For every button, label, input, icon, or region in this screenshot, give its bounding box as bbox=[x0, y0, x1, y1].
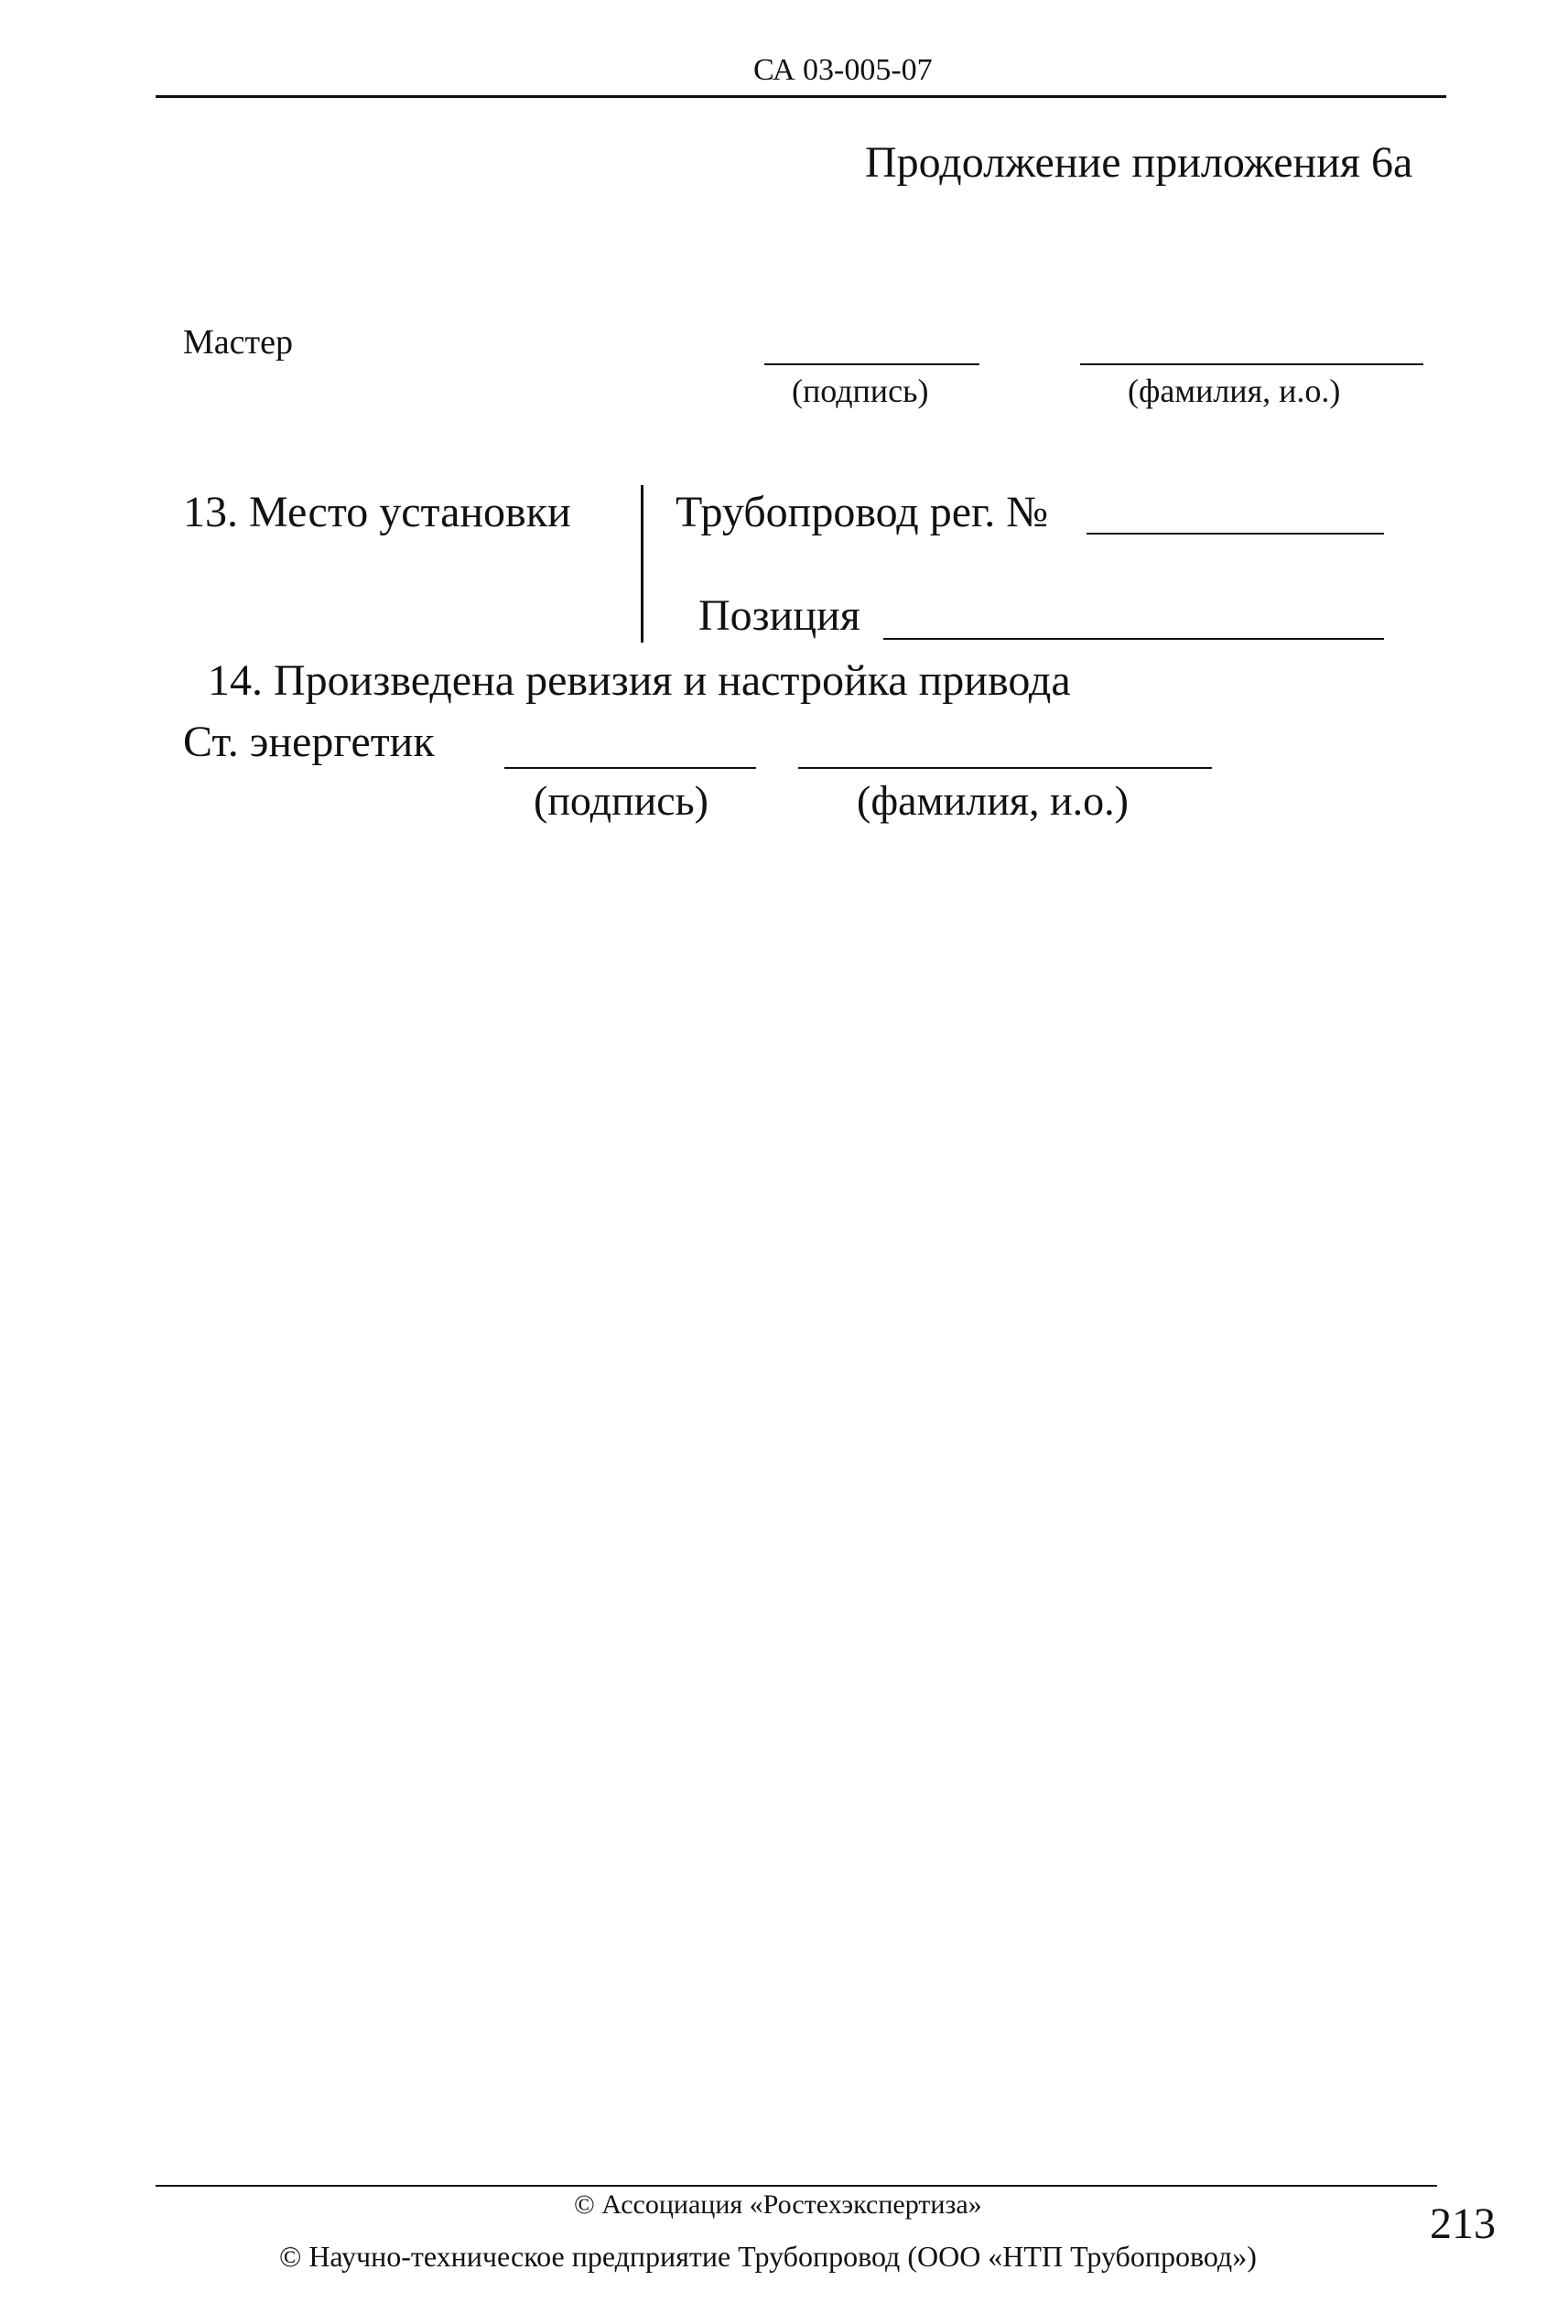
energetic-signature-caption: (подпись) bbox=[534, 777, 708, 824]
master-name-caption: (фамилия, и.о.) bbox=[1128, 373, 1341, 409]
energetic-signature-line bbox=[504, 767, 756, 769]
master-signature-caption: (подпись) bbox=[792, 373, 929, 409]
footer-rule bbox=[156, 2185, 1437, 2187]
page-number: 213 bbox=[1430, 2200, 1496, 2248]
document-code: СА 03-005-07 bbox=[753, 53, 933, 87]
header-rule bbox=[156, 95, 1446, 98]
continuation-title: Продолжение приложения 6а bbox=[865, 138, 1413, 187]
footer-copyright-association: © Ассоциация «Ростехэкспертиза» bbox=[574, 2189, 982, 2220]
master-name-line bbox=[1080, 363, 1423, 365]
footer-copyright-enterprise: © Научно-техническое предприятие Трубопровод (ООО «НТП Трубопровод») bbox=[279, 2240, 1257, 2273]
item13-label: 13. Место установки bbox=[183, 488, 571, 536]
item13-divider bbox=[641, 485, 643, 643]
master-signature-line bbox=[764, 363, 979, 365]
position-label: Позиция bbox=[698, 591, 860, 640]
pipeline-reg-label: Трубопровод рег. № bbox=[676, 488, 1049, 536]
pipeline-reg-line bbox=[1087, 533, 1384, 535]
energetic-name-caption: (фамилия, и.о.) bbox=[857, 777, 1129, 824]
master-label: Мастер bbox=[183, 323, 293, 362]
item14-label: 14. Произведена ревизия и настройка привода bbox=[208, 656, 1071, 705]
position-line bbox=[883, 638, 1384, 640]
energetic-name-line bbox=[798, 767, 1212, 769]
energetic-label: Ст. энергетик bbox=[183, 718, 435, 766]
